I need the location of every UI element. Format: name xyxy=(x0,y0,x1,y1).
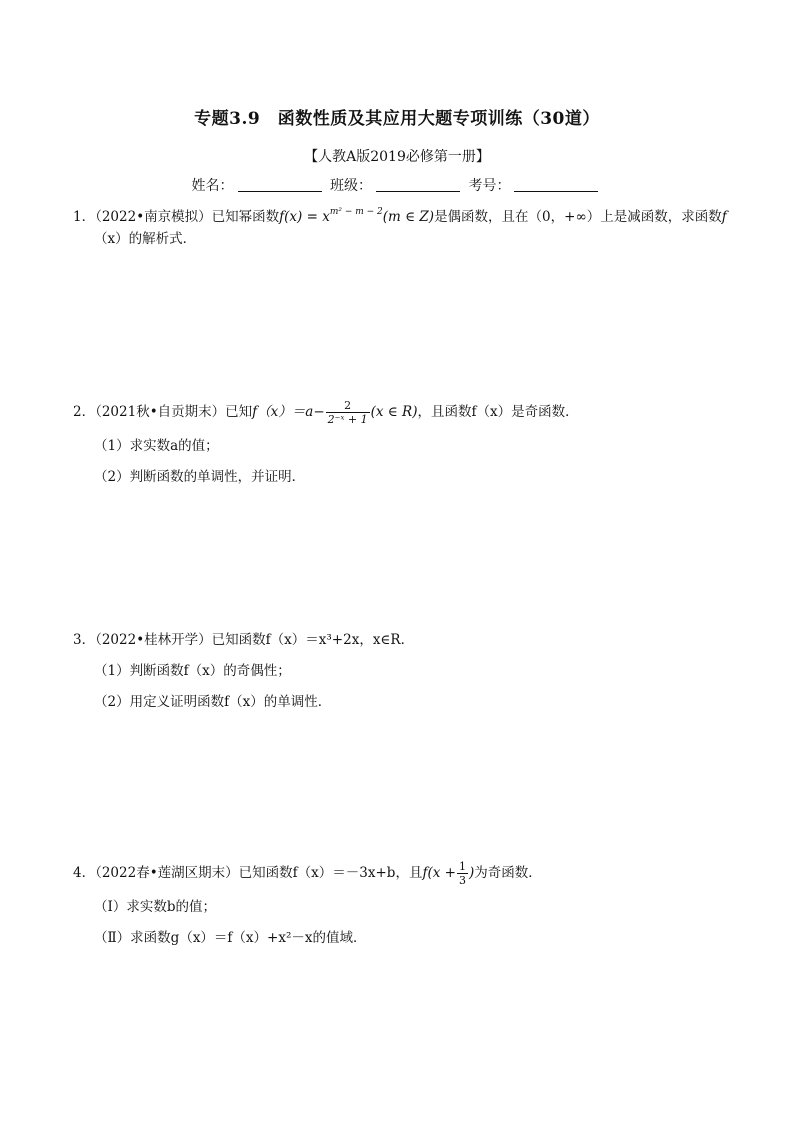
question-number: 4． xyxy=(73,865,96,881)
question-part: （Ⅱ）求函数g（x）＝f（x）+x²－x的值域． xyxy=(94,930,367,946)
question-3 xyxy=(73,629,733,713)
question-part: （1）求实数a的值； xyxy=(94,438,219,454)
question-source: （2022•桂林开学） xyxy=(95,632,212,648)
question-2 xyxy=(73,399,733,488)
question-text: 是偶函数，且在（0，+∞）上是减函数，求函数 xyxy=(434,209,722,225)
question-1-line xyxy=(73,206,733,228)
math-exponent: m² − m − 2 xyxy=(329,207,383,217)
fraction-numerator: 1 xyxy=(458,860,466,873)
question-4-line xyxy=(73,860,733,887)
question-part: （2）用定义证明函数f（x）的单调性． xyxy=(94,694,332,710)
math-condition: (m ∈ Z) xyxy=(382,209,435,225)
math-condition: (x ∈ R) xyxy=(370,404,418,420)
question-1-continuation: （x）的解析式． xyxy=(94,231,197,247)
question-number: 1． xyxy=(73,209,96,225)
math-fraction xyxy=(457,860,468,887)
question-text: ，且函数f（x）是奇函数． xyxy=(417,404,579,420)
fraction-denominator: 2⁻ˣ + 1 xyxy=(327,413,368,426)
math-expression: f(x) = x xyxy=(279,209,330,225)
question-text: 为奇函数． xyxy=(474,865,542,881)
math-symbol: f xyxy=(721,209,727,225)
question-part: （Ⅰ）求实数b的值； xyxy=(94,899,216,915)
question-text: 已知函数f（x）＝－3x+b，且 xyxy=(238,865,423,881)
class-blank[interactable] xyxy=(376,179,460,192)
question-4 xyxy=(73,860,733,949)
fraction-numerator: 2 xyxy=(326,399,370,413)
question-part: （2）判断函数的单调性，并证明． xyxy=(94,469,306,485)
page-subtitle: 【人教A版2019必修第一册】 xyxy=(304,149,490,165)
student-info-row xyxy=(0,175,794,195)
number-blank[interactable] xyxy=(514,179,598,192)
name-blank[interactable] xyxy=(238,179,322,192)
question-source: （2022•南京模拟） xyxy=(95,209,212,225)
question-text: 已知 xyxy=(225,404,253,420)
question-text: 已知函数f（x）＝x³+2x，x∈R． xyxy=(211,632,415,648)
name-label: 姓名： xyxy=(191,178,234,194)
question-text: 已知幂函数 xyxy=(211,209,280,225)
fraction-denominator: 3 xyxy=(458,874,466,887)
question-3-line xyxy=(73,629,733,651)
question-1 xyxy=(73,206,733,250)
math-fraction xyxy=(326,399,370,426)
math-expression: f（x）＝a− xyxy=(252,404,325,420)
question-number: 2． xyxy=(73,404,96,420)
class-label: 班级： xyxy=(330,178,372,194)
question-source: （2021秋•自贡期末） xyxy=(95,404,226,420)
number-label: 考号： xyxy=(468,178,511,194)
math-expression-close: ) xyxy=(468,865,475,881)
question-2-line xyxy=(73,399,733,426)
question-part: （1）判断函数f（x）的奇偶性； xyxy=(94,663,291,679)
math-expression: f(x + xyxy=(422,865,456,881)
question-source: （2022春•莲湖区期末） xyxy=(95,865,239,881)
page-title: 专题3.9 函数性质及其应用大题专项训练（30道） xyxy=(194,109,600,129)
question-number: 3． xyxy=(73,632,96,648)
